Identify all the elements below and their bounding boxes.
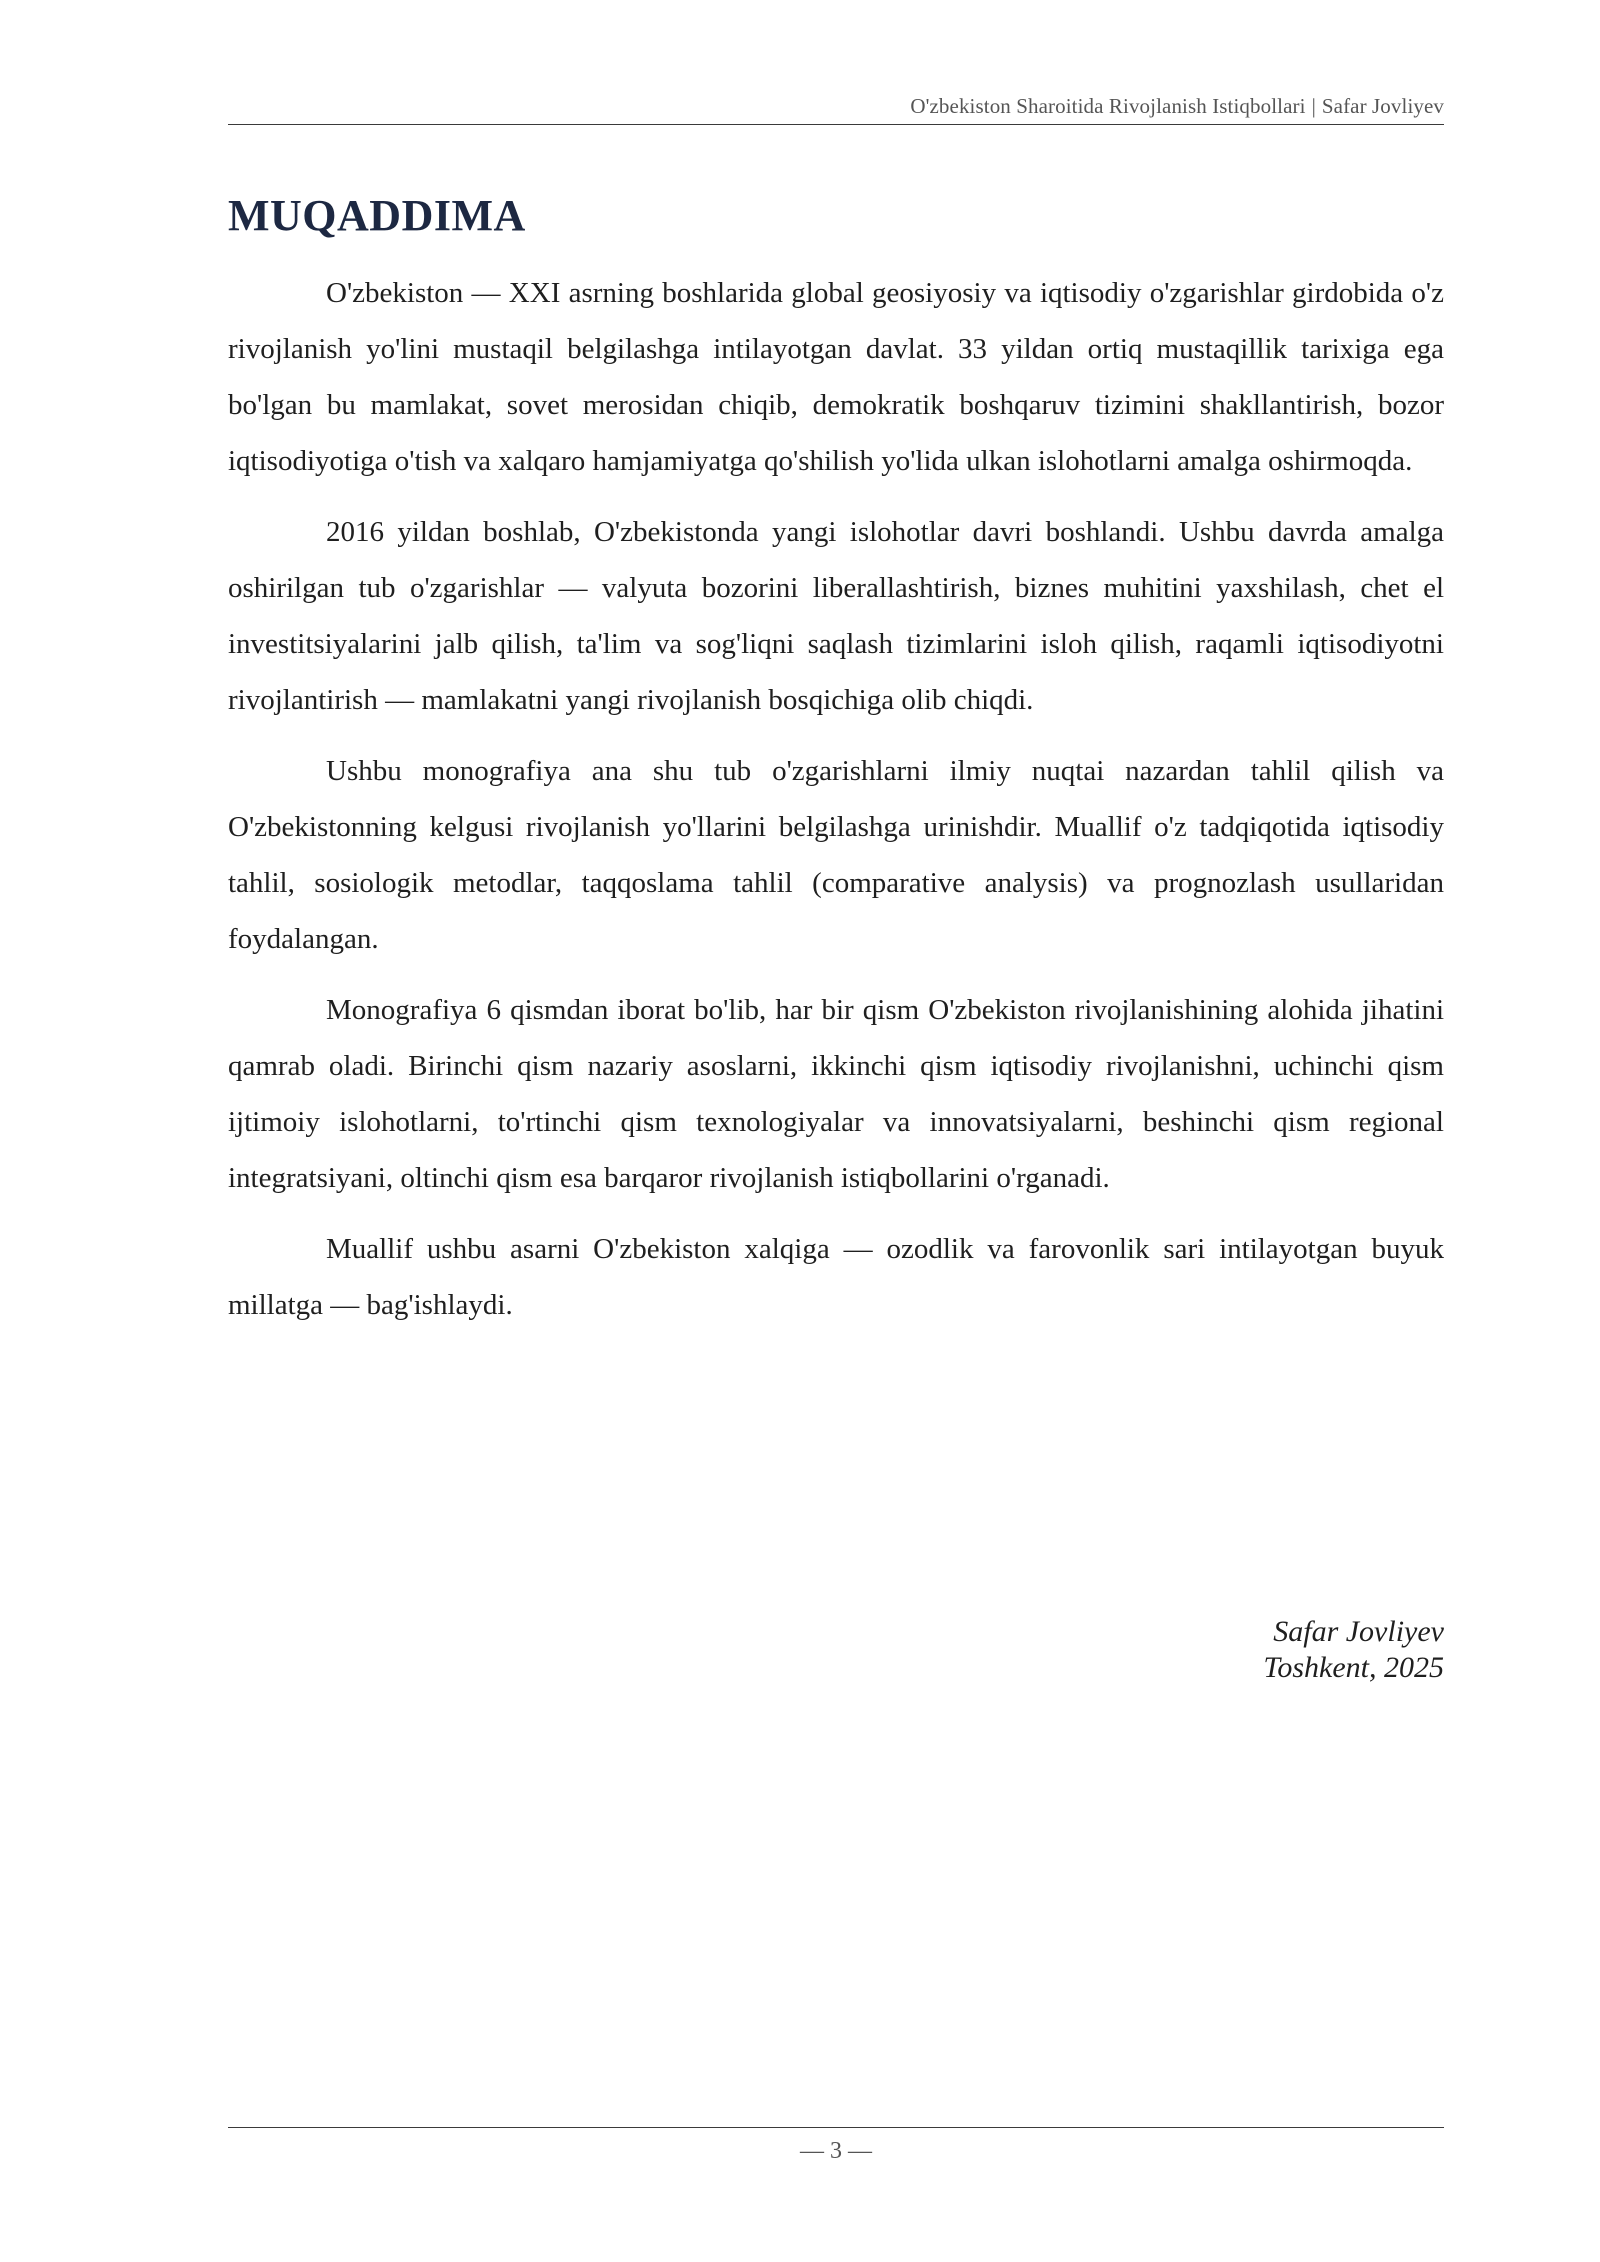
footer-rule <box>228 2127 1444 2128</box>
header-separator: | <box>1311 94 1316 118</box>
header-book-title: O'zbekiston Sharoitida Rivojlanish Istiqbollari <box>910 94 1306 118</box>
paragraph: 2016 yildan boshlab, O'zbekistonda yangi islohotlar davri boshlandi. Ushbu davrda amalga oshirilgan tub o'zgarishlar — valyuta bozorini liberallashtirish, biznes muhitini yaxshilash, chet el investitsiyalarini jalb qilish, ta'lim va sog'liqni saqlash tizimlarini isloh qilish, raqamli iqtisodiyotni rivojlantirish — mamlakatni yangi rivojlanish bosqichiga olib chiqdi. <box>228 516 1444 716</box>
page-number: — 3 — <box>800 2138 872 2164</box>
running-header <box>228 94 1444 119</box>
signature-place-date: Toshkent, 2025 <box>1263 1651 1444 1684</box>
paragraph: Muallif ushbu asarni O'zbekiston xalqiga — ozodlik va farovonlik sari intilayotgan buyuk millatga — bag'ishlaydi. <box>228 1233 1444 1321</box>
header-rule <box>228 124 1444 125</box>
signature-name: Safar Jovliyev <box>1273 1615 1444 1648</box>
chapter-title: MUQADDIMA <box>228 191 526 240</box>
paragraph: O'zbekiston — XXI asrning boshlarida global geosiyosiy va iqtisodiy o'zgarishlar girdobida o'z rivojlanish yo'lini mustaqil belgilashga intilayotgan davlat. 33 yildan ortiq mustaqillik tarixiga ega bo'lgan bu mamlakat, sovet merosidan chiqib, demokratik boshqaruv tizimini shakllantirish, bozor iqtisodiyotiga o'tish va xalqaro hamjamiyatga qo'shilish yo'lida ulkan islohotlarni amalga oshirmoqda. <box>228 277 1444 477</box>
body-text <box>228 265 1444 1348</box>
paragraph: Monografiya 6 qismdan iborat bo'lib, har bir qism O'zbekiston rivojlanishining alohida jihatini qamrab oladi. Birinchi qism nazariy asoslarni, ikkinchi qism iqtisodiy rivojlanishni, uchinchi qism ijtimoiy islohotlarni, to'rtinchi qism texnologiyalar va innovatsiyalarni, beshinchi qism regional integratsiyani, oltinchi qism esa barqaror rivojlanish istiqbollarini o'rganadi. <box>228 994 1444 1194</box>
header-author: Safar Jovliyev <box>1321 94 1444 118</box>
paragraph: Ushbu monografiya ana shu tub o'zgarishlarni ilmiy nuqtai nazardan tahlil qilish va O'zbekistonning kelgusi rivojlanish yo'llarini belgilashga urinishdir. Muallif o'z tadqiqotida iqtisodiy tahlil, sosiologik metodlar, taqqoslama tahlil (comparative analysis) va prognozlash usullaridan foydalangan. <box>228 755 1444 955</box>
signature-block <box>228 1614 1444 1686</box>
